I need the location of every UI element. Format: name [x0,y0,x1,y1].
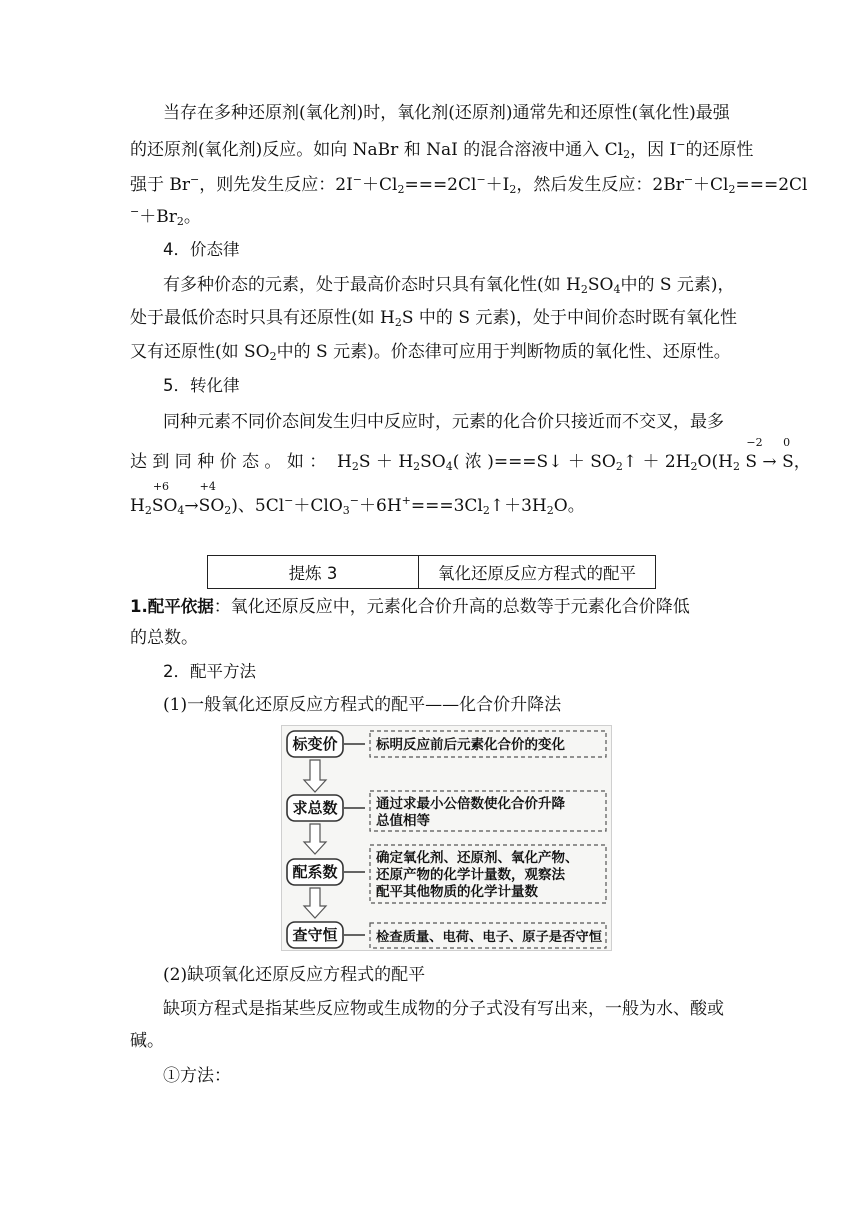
paragraph-conversion-line-1: 同种元素不同价态间发生归中反应时，元素的化合价只接近而不交叉，最多 [163,412,724,432]
flow-desc-line: 还原产物的化学计量数，观察法 [376,867,565,883]
tilian-label: 提炼 3 [208,556,419,589]
paragraph-valence-line-1: 有多种价态的元素，处于最高价态时只具有氧化性(如 $H_2SO_4$中的 S 元素)， [163,275,735,296]
heading-balance-method: 2．配平方法 [163,662,256,681]
paragraph-balance-basis-line-1: 1.配平依据：氧化还原反应中，元素化合价升高的总数等于元素化合价降低 [130,597,690,617]
paragraph-missing-line-2: 碱。 [130,1031,164,1051]
flow-step-label: 标变价 [292,735,338,753]
flow-step-label: 求总数 [292,799,338,817]
tilian-header-table [207,555,656,589]
flow-step-label: 配系数 [292,863,338,881]
paragraph-priority-line-3: 强于 Br−，则先发生反应：$2I^-+Cl_2===2Cl^-+I_2$，然后发生反应：$2Br^-+Cl_2===2Cl$ [130,173,808,196]
paragraph-valence-line-3: 又有还原性(如 $SO_2$中的 S 元素)。价态律可应用于判断物质的氧化性、还原性。 [130,342,731,363]
oxidation-state-label: +4 S [198,480,216,516]
heading-valence-law: 4．价态律 [163,240,240,259]
paragraph-priority-line-4: $^-+Br_2$。 [130,205,201,228]
balancing-flowchart [281,725,612,951]
paragraph-method-1: (1)一般氧化还原反应方程式的配平——化合价升降法 [163,695,562,715]
oxidation-state-label: 0 S [782,436,794,472]
flow-desc-line: 配平其他物质的化学计量数 [376,884,538,900]
flowchart-svg [281,725,612,951]
flow-desc-line: 确定氧化剂、还原剂、氧化产物、 [376,850,579,866]
paragraph-missing-line-1: 缺项方程式是指某些反应物或生成物的分子式没有写出来，一般为水、酸或 [163,999,724,1019]
flowchart-background [282,726,612,951]
paragraph-missing-method: ①方法： [163,1066,231,1086]
paragraph-conversion-line-2: 达 到 同 种 价 态 。 如 ： $H_2S + H_2SO_4$( 浓 )===S↓ ＋ $SO_2↑ + 2H_2O(H_2$ −2 S → 0 S， [130,436,811,473]
oxidation-state-label: −2 S [745,436,763,472]
paragraph-priority-line-2: 的还原剂(氧化剂)反应。如向 NaBr 和 NaI 的混合溶液中通入 $Cl_2$，因 I−的还原性 [130,138,754,161]
tilian-title: 氧化还原反应方程式的配平 [419,556,656,589]
heading-missing-term: (2)缺项氧化还原反应方程式的配平 [163,965,426,985]
flow-step-label: 查守恒 [292,926,338,944]
paragraph-priority-line-1: 当存在多种还原剂(氧化剂)时，氧化剂(还原剂)通常先和还原性(氧化性)最强 [163,103,730,123]
oxidation-state-label: +6 S [151,480,170,516]
paragraph-conversion-line-3: $H_2$ +6 $SO_4\to$ +4 $SO_2$)、$5Cl^-+ClO_3^-+6H^+===3Cl_2↑+3H_2O$。 [130,480,585,517]
flow-desc-line: 标明反应前后元素化合价的变化 [376,737,565,753]
flow-desc-line: 检查质量、电荷、电子、原子是否守恒 [376,930,598,945]
paragraph-valence-line-2: 处于最低价态时只具有还原性(如 $H_2S$ 中的 S 元素)，处于中间价态时既有氧化性 [130,308,738,329]
flow-desc-line: 总值相等 [376,813,430,829]
flow-desc-line: 通过求最小公倍数使化合价升降 [376,796,565,812]
paragraph-balance-basis-line-2: 的总数。 [130,628,198,648]
heading-conversion-law: 5．转化律 [163,376,240,395]
